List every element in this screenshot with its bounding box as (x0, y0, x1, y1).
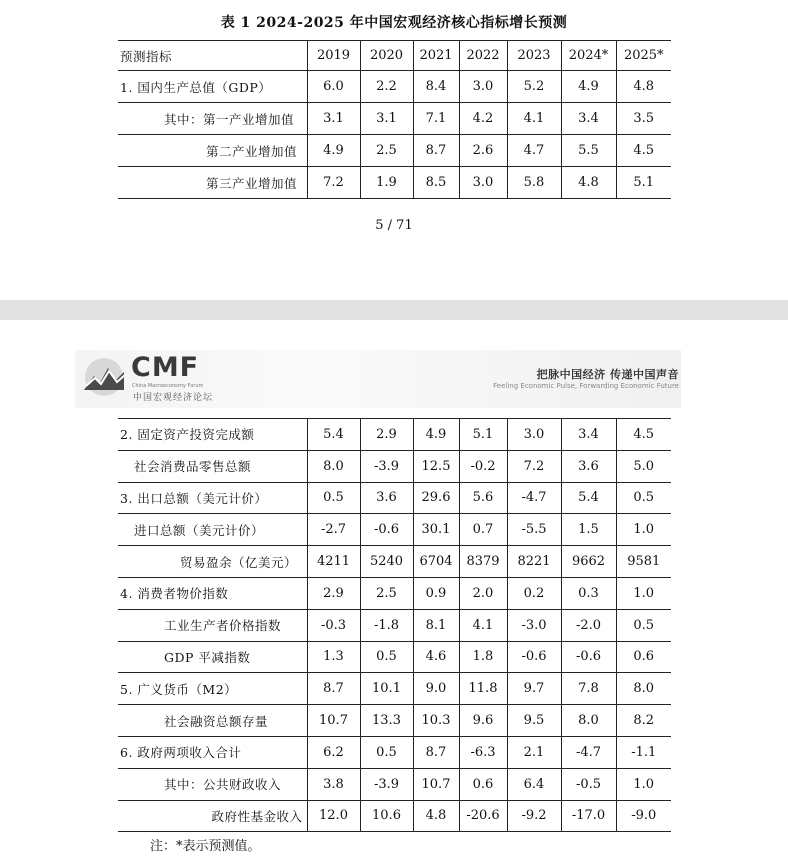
cell: 5.6 (459, 482, 507, 514)
cell: -3.0 (507, 609, 561, 641)
cell: 4.8 (561, 167, 616, 199)
cell: 3.0 (459, 167, 507, 199)
row-label: 4. 消费者物价指数 (118, 577, 307, 609)
cell: -1.1 (616, 736, 671, 768)
cell: 2.0 (459, 577, 507, 609)
cell: -0.2 (459, 450, 507, 482)
cell: -20.6 (459, 800, 507, 832)
table-footnote: 注：*表示预测值。 (150, 839, 261, 854)
cell: 4.5 (616, 135, 671, 167)
cell: -0.6 (360, 514, 413, 546)
table-row (118, 103, 671, 135)
row-label: 2. 固定资产投资完成额 (118, 419, 307, 451)
cell: 6.0 (307, 71, 360, 103)
slogan-en: Feeling Economic Pulse, Forwarding Economic Future (493, 382, 679, 390)
cell: -3.9 (360, 450, 413, 482)
cell: 6704 (413, 546, 459, 578)
cell: 1.0 (616, 768, 671, 800)
cell: 2.5 (360, 135, 413, 167)
cell: 9581 (616, 546, 671, 578)
cell: 0.5 (616, 482, 671, 514)
cell: 3.8 (307, 768, 360, 800)
logo-subtitle-cn: 中国宏观经济论坛 (133, 393, 214, 403)
cell: 5.2 (507, 71, 561, 103)
cell: 1.0 (616, 577, 671, 609)
cell: 1.9 (360, 167, 413, 199)
cell: 6.4 (507, 768, 561, 800)
cell: 5.8 (507, 167, 561, 199)
cell: -17.0 (561, 800, 616, 832)
row-label: 贸易盈余（亿美元） (118, 546, 307, 578)
table-row (118, 577, 671, 609)
table-row (118, 736, 671, 768)
cell: 5.0 (616, 450, 671, 482)
mountain-logo-icon (81, 356, 127, 398)
cell: 3.5 (616, 103, 671, 135)
header-banner (75, 350, 681, 408)
header-year: 2023 (507, 41, 561, 71)
cell: -0.3 (307, 609, 360, 641)
cell: 30.1 (413, 514, 459, 546)
cell: -1.8 (360, 609, 413, 641)
cell: 10.6 (360, 800, 413, 832)
cell: 0.6 (459, 768, 507, 800)
cell: 4.9 (307, 135, 360, 167)
document-page-bottom (0, 320, 788, 860)
cell: 1.8 (459, 641, 507, 673)
cell: 3.4 (561, 419, 616, 451)
table-row (118, 609, 671, 641)
cell: 4.9 (561, 71, 616, 103)
cell: 3.1 (360, 103, 413, 135)
cell: 7.2 (507, 450, 561, 482)
cell: -0.6 (507, 641, 561, 673)
table-row (118, 800, 671, 832)
cell: 2.6 (459, 135, 507, 167)
logo-wordmark: CMF (131, 352, 200, 383)
logo-subtitle-en: China Macroeconomy Forum (132, 383, 204, 389)
forecast-table-part-1 (118, 40, 671, 199)
header-year: 2021 (413, 41, 459, 71)
cell: 10.7 (413, 768, 459, 800)
cell: 4.1 (507, 103, 561, 135)
cell: 3.1 (307, 103, 360, 135)
table-row (118, 514, 671, 546)
cell: 7.1 (413, 103, 459, 135)
cell: 5240 (360, 546, 413, 578)
cell: 11.8 (459, 673, 507, 705)
table-row (118, 705, 671, 737)
row-label: 3. 出口总额（美元计价） (118, 482, 307, 514)
cell: 10.7 (307, 705, 360, 737)
cell: 2.9 (360, 419, 413, 451)
row-label: 第二产业增加值 (118, 135, 307, 167)
cell: -9.2 (507, 800, 561, 832)
cell: 9662 (561, 546, 616, 578)
table-row (118, 419, 671, 451)
cell: -6.3 (459, 736, 507, 768)
cell: 8221 (507, 546, 561, 578)
slogan-cn: 把脉中国经济 传递中国声音 (536, 368, 679, 381)
cell: 4211 (307, 546, 360, 578)
cell: -2.0 (561, 609, 616, 641)
table-row (118, 482, 671, 514)
row-label: 社会消费品零售总额 (118, 450, 307, 482)
cell: 12.5 (413, 450, 459, 482)
row-label: 第三产业增加值 (118, 167, 307, 199)
table-row (118, 673, 671, 705)
table-row (118, 135, 671, 167)
cell: 0.7 (459, 514, 507, 546)
cell: 4.1 (459, 609, 507, 641)
cell: 9.7 (507, 673, 561, 705)
cell: 5.1 (459, 419, 507, 451)
cell: 3.0 (459, 71, 507, 103)
cell: 6.2 (307, 736, 360, 768)
cell: 0.5 (616, 609, 671, 641)
cell: 12.0 (307, 800, 360, 832)
row-label: 其中：第一产业增加值 (118, 103, 307, 135)
header-year: 2025* (616, 41, 671, 71)
cell: 0.5 (360, 641, 413, 673)
header-label: 预测指标 (118, 41, 307, 71)
cell: 0.9 (413, 577, 459, 609)
cell: 8.2 (616, 705, 671, 737)
cell: 13.3 (360, 705, 413, 737)
cell: 4.6 (413, 641, 459, 673)
cell: 10.1 (360, 673, 413, 705)
cell: 10.3 (413, 705, 459, 737)
header-year: 2020 (360, 41, 413, 71)
cell: 5.1 (616, 167, 671, 199)
table-title: 表 1 2024-2025 年中国宏观经济核心指标增长预测 (220, 15, 568, 31)
document-page-top (0, 0, 788, 300)
cell: 0.5 (307, 482, 360, 514)
cell: 9.5 (507, 705, 561, 737)
cell: 2.9 (307, 577, 360, 609)
table-row (118, 71, 671, 103)
row-label: 进口总额（美元计价） (118, 514, 307, 546)
row-label: GDP 平减指数 (118, 641, 307, 673)
cell: 0.6 (616, 641, 671, 673)
cell: 8.7 (413, 135, 459, 167)
cell: 4.8 (616, 71, 671, 103)
cell: 1.5 (561, 514, 616, 546)
cell: 3.4 (561, 103, 616, 135)
cell: 4.8 (413, 800, 459, 832)
row-label: 政府性基金收入 (118, 800, 307, 832)
table-row (118, 641, 671, 673)
cell: 3.6 (561, 450, 616, 482)
cell: 3.6 (360, 482, 413, 514)
cell: -4.7 (561, 736, 616, 768)
cell: -3.9 (360, 768, 413, 800)
row-label: 其中：公共财政收入 (118, 768, 307, 800)
cell: -4.7 (507, 482, 561, 514)
cell: 4.9 (413, 419, 459, 451)
header-year: 2019 (307, 41, 360, 71)
cell: 4.2 (459, 103, 507, 135)
cell: -0.5 (561, 768, 616, 800)
cell: 3.0 (507, 419, 561, 451)
cell: 4.5 (616, 419, 671, 451)
cell: 2.1 (507, 736, 561, 768)
cell: -0.6 (561, 641, 616, 673)
table-row (118, 768, 671, 800)
cell: 29.6 (413, 482, 459, 514)
cell: 1.3 (307, 641, 360, 673)
row-label: 6. 政府两项收入合计 (118, 736, 307, 768)
cell: 5.4 (561, 482, 616, 514)
cell: 0.5 (360, 736, 413, 768)
forecast-table-part-2 (118, 418, 671, 832)
row-label: 工业生产者价格指数 (118, 609, 307, 641)
cell: -2.7 (307, 514, 360, 546)
table-row (118, 167, 671, 199)
cell: 8.4 (413, 71, 459, 103)
cell: 4.7 (507, 135, 561, 167)
cell: 8.0 (307, 450, 360, 482)
row-label: 5. 广义货币（M2） (118, 673, 307, 705)
cell: 8.1 (413, 609, 459, 641)
cell: 7.8 (561, 673, 616, 705)
cell: 0.2 (507, 577, 561, 609)
header-year: 2024* (561, 41, 616, 71)
cell: 9.0 (413, 673, 459, 705)
cell: -9.0 (616, 800, 671, 832)
row-label: 社会融资总额存量 (118, 705, 307, 737)
cell: 8.7 (307, 673, 360, 705)
page-separator (0, 300, 788, 320)
cell: 0.3 (561, 577, 616, 609)
cell: 7.2 (307, 167, 360, 199)
cell: 8.0 (616, 673, 671, 705)
table-row (118, 546, 671, 578)
cell: 8379 (459, 546, 507, 578)
row-label: 1. 国内生产总值（GDP） (118, 71, 307, 103)
table-header-row (118, 41, 671, 71)
cell: 1.0 (616, 514, 671, 546)
cell: 2.5 (360, 577, 413, 609)
cell: 9.6 (459, 705, 507, 737)
cell: 8.0 (561, 705, 616, 737)
table-row (118, 450, 671, 482)
cell: 2.2 (360, 71, 413, 103)
cell: 5.4 (307, 419, 360, 451)
page-number: 5 / 71 (375, 218, 413, 233)
cell: 8.5 (413, 167, 459, 199)
header-year: 2022 (459, 41, 507, 71)
cell: 8.7 (413, 736, 459, 768)
cell: 5.5 (561, 135, 616, 167)
cell: -5.5 (507, 514, 561, 546)
